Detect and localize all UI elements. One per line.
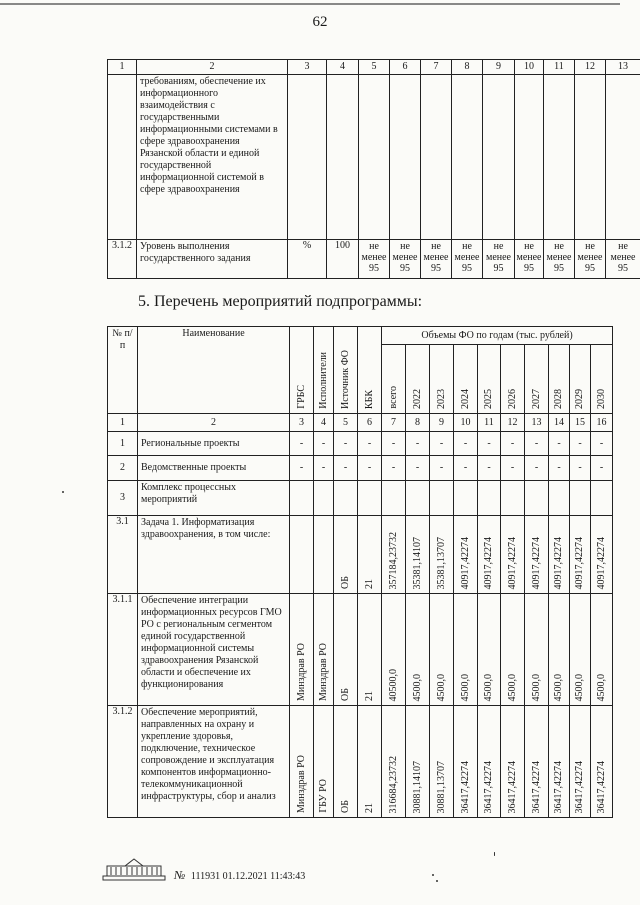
dash-cell: - bbox=[454, 432, 478, 456]
header-name: Наименование bbox=[138, 327, 290, 414]
target-value: не менее 95 bbox=[421, 240, 452, 279]
source-cell: ОБ bbox=[334, 516, 358, 594]
col-number: 1 bbox=[108, 414, 138, 432]
target-value: не менее 95 bbox=[390, 240, 421, 279]
value-cell: 40917,42274 bbox=[591, 516, 613, 594]
col-number: 3 bbox=[290, 414, 314, 432]
col-number: 2 bbox=[138, 414, 290, 432]
value-cell: 35381,13707 bbox=[430, 516, 454, 594]
target-value: не менее 95 bbox=[575, 240, 606, 279]
dash-cell: - bbox=[525, 432, 549, 456]
value-cell: 4500,0 bbox=[478, 594, 501, 706]
target-value: не менее 95 bbox=[452, 240, 483, 279]
value-cell: 40917,42274 bbox=[525, 516, 549, 594]
dash-cell: - bbox=[334, 432, 358, 456]
value-cell: 36417,42274 bbox=[454, 706, 478, 818]
table-row-2 bbox=[108, 456, 613, 481]
value-cell: 4500,0 bbox=[454, 594, 478, 706]
row-name: Региональные проекты bbox=[138, 432, 290, 456]
table-row-3 bbox=[108, 481, 613, 516]
col-number: 13 bbox=[606, 60, 640, 75]
continuation-row bbox=[108, 75, 640, 240]
value-cell: 40917,42274 bbox=[478, 516, 501, 594]
dash-cell: - bbox=[454, 456, 478, 481]
col-number: 10 bbox=[515, 60, 544, 75]
measures-table bbox=[107, 326, 613, 818]
col-number: 8 bbox=[452, 60, 483, 75]
dash-cell: - bbox=[334, 456, 358, 481]
col-number: 5 bbox=[334, 414, 358, 432]
header-year: 2027 bbox=[525, 345, 549, 414]
unit: % bbox=[288, 240, 327, 279]
grbs-cell: Минздрав РО bbox=[290, 706, 314, 818]
dash-cell: - bbox=[290, 432, 314, 456]
col-number: 11 bbox=[478, 414, 501, 432]
value-cell: 36417,42274 bbox=[478, 706, 501, 818]
dash-cell: - bbox=[549, 456, 570, 481]
value-cell: 30881,13707 bbox=[430, 706, 454, 818]
dash-cell: - bbox=[314, 456, 334, 481]
target-value: не менее 95 bbox=[515, 240, 544, 279]
header-volumes: Объемы ФО по годам (тыс. рублей) bbox=[382, 327, 613, 345]
col-number: 12 bbox=[575, 60, 606, 75]
row-number: 3.1 bbox=[108, 516, 138, 594]
dash-cell: - bbox=[314, 432, 334, 456]
source-cell: ОБ bbox=[334, 706, 358, 818]
page-number: 62 bbox=[312, 14, 328, 30]
executor-cell bbox=[314, 516, 334, 594]
dash-cell: - bbox=[290, 456, 314, 481]
dash-cell: - bbox=[478, 456, 501, 481]
dash-cell: - bbox=[525, 456, 549, 481]
row-number: 2 bbox=[108, 456, 138, 481]
header-year: 2030 bbox=[591, 345, 613, 414]
header-year: 2022 bbox=[406, 345, 430, 414]
value-cell: 40917,42274 bbox=[501, 516, 525, 594]
value-cell: 4500,0 bbox=[501, 594, 525, 706]
col-number: 6 bbox=[390, 60, 421, 75]
dash-cell: - bbox=[430, 456, 454, 481]
indicators-header-row bbox=[108, 60, 640, 75]
header-year: 2023 bbox=[430, 345, 454, 414]
header-kbk: КБК bbox=[358, 327, 382, 414]
col-number: 3 bbox=[288, 60, 327, 75]
executor-cell: ГБУ РО bbox=[314, 706, 334, 818]
registration-stamp bbox=[174, 868, 305, 883]
header-executors: Исполнители bbox=[314, 327, 334, 414]
kbk-cell: 21 bbox=[358, 516, 382, 594]
page-footer bbox=[0, 850, 640, 905]
col-number: 12 bbox=[501, 414, 525, 432]
value-cell: 36417,42274 bbox=[570, 706, 591, 818]
row-number: 3.1.2 bbox=[108, 706, 138, 818]
value-cell: 36417,42274 bbox=[549, 706, 570, 818]
header-year: 2028 bbox=[549, 345, 570, 414]
col-number: 5 bbox=[359, 60, 390, 75]
dash-cell: - bbox=[570, 432, 591, 456]
value-cell: 35381,14107 bbox=[406, 516, 430, 594]
table-row-1 bbox=[108, 432, 613, 456]
col-number: 9 bbox=[430, 414, 454, 432]
grbs-cell bbox=[290, 516, 314, 594]
dash-cell: - bbox=[501, 456, 525, 481]
header-total: всего bbox=[382, 345, 406, 414]
scan-speck bbox=[432, 874, 434, 876]
row-name: Задача 1. Информатизация здравоохранения, в том числе: bbox=[138, 516, 290, 594]
government-building-logo-icon bbox=[101, 856, 167, 887]
value-cell: 40917,42274 bbox=[454, 516, 478, 594]
value-cell: 40917,42274 bbox=[549, 516, 570, 594]
row-name: Комплекс процессных мероприятий bbox=[138, 481, 290, 516]
section-title: 5. Перечень мероприятий подпрограммы: bbox=[138, 293, 423, 310]
kbk-cell: 21 bbox=[358, 594, 382, 706]
value-cell: 4500,0 bbox=[549, 594, 570, 706]
header-year: 2026 bbox=[501, 345, 525, 414]
table-row-3-1-1 bbox=[108, 594, 613, 706]
col-number: 1 bbox=[108, 60, 137, 75]
kbk-cell: 21 bbox=[358, 706, 382, 818]
value-cell: 4500,0 bbox=[525, 594, 549, 706]
col-number: 4 bbox=[327, 60, 359, 75]
row-number: 1 bbox=[108, 432, 138, 456]
row-number: 3.1.2 bbox=[108, 240, 137, 279]
col-number: 6 bbox=[358, 414, 382, 432]
scan-edge-line bbox=[0, 3, 620, 5]
value-cell: 4500,0 bbox=[406, 594, 430, 706]
source-cell: ОБ bbox=[334, 594, 358, 706]
indicators-table bbox=[107, 59, 640, 279]
grbs-cell: Минздрав РО bbox=[290, 594, 314, 706]
indicator-row-3-1-2 bbox=[108, 240, 640, 279]
target-value: не менее 95 bbox=[483, 240, 515, 279]
value-cell: 4500,0 bbox=[591, 594, 613, 706]
col-number: 14 bbox=[549, 414, 570, 432]
indicator-name: Уровень выполнения государственного задания bbox=[137, 240, 288, 279]
scan-speck bbox=[494, 852, 495, 856]
header-year: 2024 bbox=[454, 345, 478, 414]
header-year: 2029 bbox=[570, 345, 591, 414]
target-value: не менее 95 bbox=[359, 240, 390, 279]
row-name: Ведомственные проекты bbox=[138, 456, 290, 481]
executor-cell: Минздрав РО bbox=[314, 594, 334, 706]
value-cell: 4500,0 bbox=[570, 594, 591, 706]
col-number: 2 bbox=[137, 60, 288, 75]
dash-cell: - bbox=[358, 456, 382, 481]
dash-cell: - bbox=[591, 456, 613, 481]
value-cell: 36417,42274 bbox=[525, 706, 549, 818]
dash-cell: - bbox=[591, 432, 613, 456]
header-year: 2025 bbox=[478, 345, 501, 414]
col-number: 8 bbox=[406, 414, 430, 432]
column-numbers-row bbox=[108, 414, 613, 432]
registration-text: 111931 01.12.2021 11:43:43 bbox=[190, 871, 306, 882]
header-row-1 bbox=[108, 327, 613, 345]
dash-cell: - bbox=[430, 432, 454, 456]
dash-cell: - bbox=[382, 456, 406, 481]
header-grbs: ГРБС bbox=[290, 327, 314, 414]
value-cell: 357184,23732 bbox=[382, 516, 406, 594]
col-number: 11 bbox=[544, 60, 575, 75]
continuation-text: требованиям, обеспечение их информационного взаимодействия с государственными информационными системами в сфере здравоохранения Рязанской области и единой государственной информационной системой в сфере здравоохранения bbox=[137, 75, 288, 240]
scan-speck bbox=[62, 491, 64, 493]
dash-cell: - bbox=[501, 432, 525, 456]
dash-cell: - bbox=[406, 456, 430, 481]
value-cell: 36417,42274 bbox=[591, 706, 613, 818]
value-cell: 316684,23732 bbox=[382, 706, 406, 818]
col-number: 7 bbox=[421, 60, 452, 75]
target-value: не менее 95 bbox=[606, 240, 640, 279]
value-cell: 40917,42274 bbox=[570, 516, 591, 594]
base-value: 100 bbox=[327, 240, 359, 279]
col-number: 4 bbox=[314, 414, 334, 432]
scan-speck bbox=[436, 880, 438, 882]
col-number: 7 bbox=[382, 414, 406, 432]
header-source: Источник ФО bbox=[334, 327, 358, 414]
row-name: Обеспечение интеграции информационных ресурсов ГМО РО с региональным сегментом единой государственной информационной системы здравоохранения Рязанской области и обеспечение их функционирования bbox=[138, 594, 290, 706]
table-row-3-1 bbox=[108, 516, 613, 594]
dash-cell: - bbox=[382, 432, 406, 456]
dash-cell: - bbox=[549, 432, 570, 456]
value-cell: 36417,42274 bbox=[501, 706, 525, 818]
value-cell: 4500,0 bbox=[430, 594, 454, 706]
header-num: № п/п bbox=[108, 327, 138, 414]
row-number: 3 bbox=[108, 481, 138, 516]
dash-cell: - bbox=[406, 432, 430, 456]
col-number: 16 bbox=[591, 414, 613, 432]
dash-cell: - bbox=[358, 432, 382, 456]
target-value: не менее 95 bbox=[544, 240, 575, 279]
row-number: 3.1.1 bbox=[108, 594, 138, 706]
table-row-3-1-2 bbox=[108, 706, 613, 818]
value-cell: 40500,0 bbox=[382, 594, 406, 706]
registration-symbol: № bbox=[174, 868, 186, 882]
value-cell: 30881,14107 bbox=[406, 706, 430, 818]
dash-cell: - bbox=[478, 432, 501, 456]
col-number: 15 bbox=[570, 414, 591, 432]
dash-cell: - bbox=[570, 456, 591, 481]
col-number: 13 bbox=[525, 414, 549, 432]
col-number: 9 bbox=[483, 60, 515, 75]
col-number: 10 bbox=[454, 414, 478, 432]
row-name: Обеспечение мероприятий, направленных на охрану и укрепление здоровья, подключение, техническое сопровождение и эксплуатация компонентов информационно-телекоммуникационной инфраструктуры, сбор и анализ bbox=[138, 706, 290, 818]
